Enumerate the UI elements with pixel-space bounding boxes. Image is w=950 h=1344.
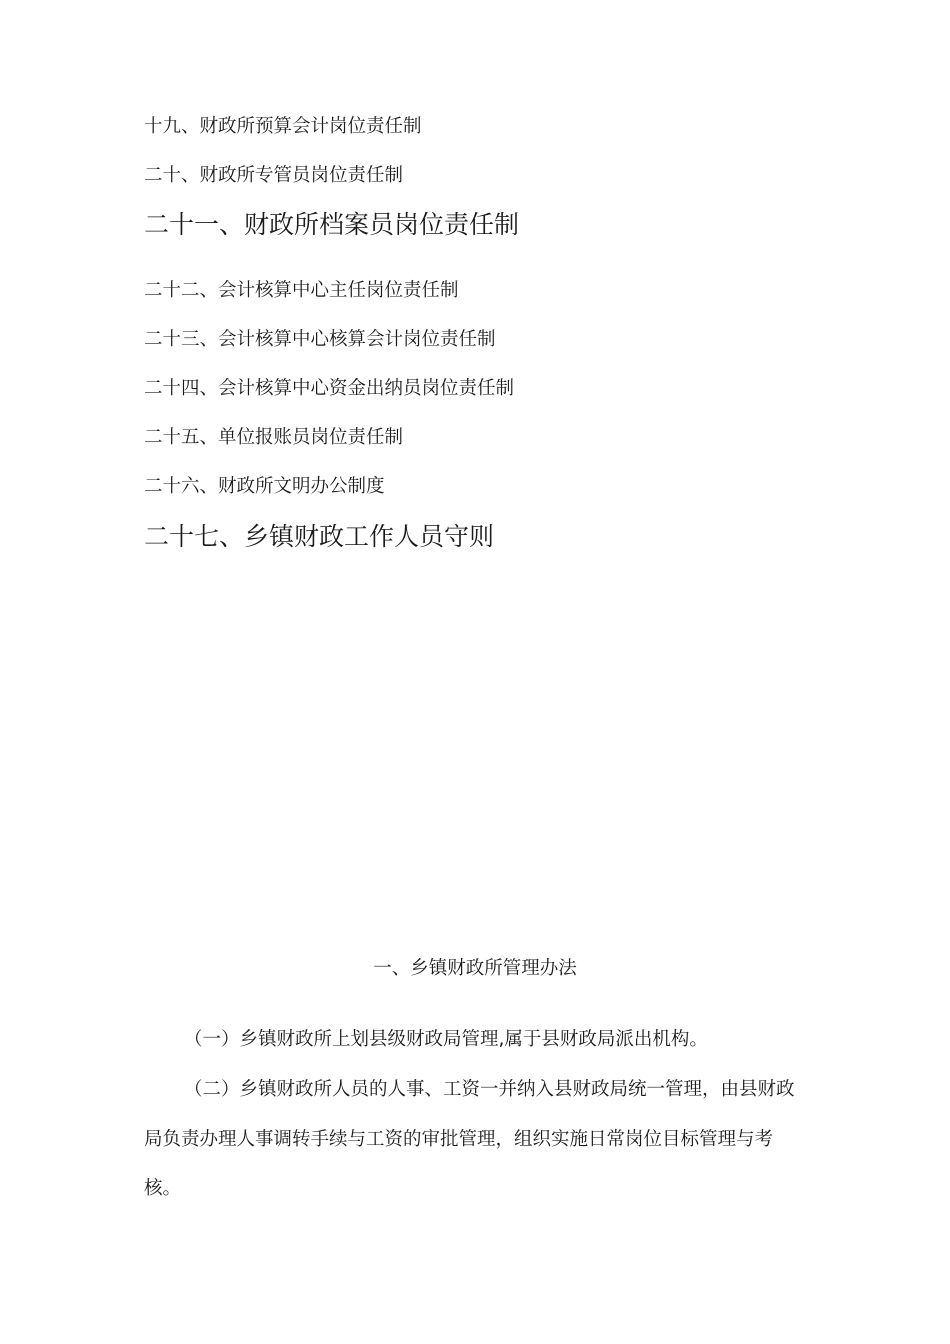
toc-item: 二十四、会计核算中心资金出纳员岗位责任制 <box>144 378 515 399</box>
toc-item: 十九、财政所预算会计岗位责任制 <box>144 116 422 137</box>
section-title: 一、乡镇财政所管理办法 <box>373 958 577 979</box>
paragraph: （一）乡镇财政所上划县级财政局管理,属于县财政局派出机构。 <box>184 1029 708 1050</box>
toc-item: 二十二、会计核算中心主任岗位责任制 <box>144 280 459 301</box>
toc-item: 二十七、乡镇财政工作人员守则 <box>144 522 495 551</box>
toc-item: 二十、财政所专管员岗位责任制 <box>144 165 404 186</box>
toc-item: 二十六、财政所文明办公制度 <box>144 476 385 497</box>
paragraph: （二）乡镇财政所人员的人事、工资一并纳入县财政局统一管理，由县财政 <box>184 1079 795 1100</box>
paragraph: 核。 <box>144 1178 182 1199</box>
toc-item: 二十一、财政所档案员岗位责任制 <box>144 210 520 239</box>
paragraph: 局负责办理人事调转手续与工资的审批管理，组织实施日常岗位目标管理与考 <box>144 1129 774 1150</box>
toc-item: 二十三、会计核算中心核算会计岗位责任制 <box>144 329 496 350</box>
toc-item: 二十五、单位报账员岗位责任制 <box>144 427 404 448</box>
